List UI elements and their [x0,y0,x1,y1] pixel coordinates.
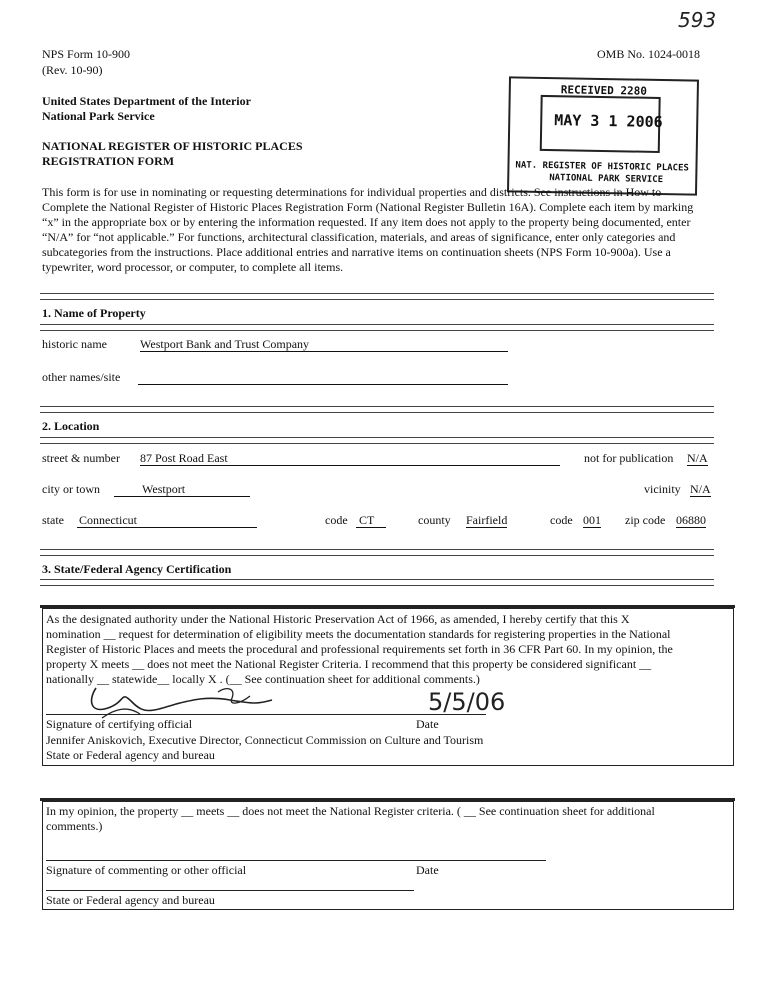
vicinity-value: N/A [690,482,711,496]
signature-line [46,860,546,861]
section2-heading: 2. Location [42,419,100,433]
form-subtitle: REGISTRATION FORM [42,154,175,168]
handwritten-date: 5/5/06 [428,688,506,716]
city-value: Westport [142,482,186,496]
omb-number: OMB No. 1024-0018 [597,47,701,61]
section-divider [40,579,714,586]
historic-name-field[interactable] [140,337,508,352]
section-divider [40,406,714,413]
official-name: Jennifer Aniskovich, Executive Director, Connecticut Commission on Culture and Tourism [46,733,484,747]
section-divider [40,324,714,331]
date-label: Date [416,717,439,731]
agency-line [46,890,414,891]
signature2-label: Signature of commenting or other official [46,863,247,877]
intro-text: This form is for use in nominating or requesting determinations for individual properties and districts. See instructions in How to Complete the National Register of Historic Places Registration Form (National Register Bulletin 16A). Complete each item by marking “x” in the appropriate box or by entering the information requested. If any item does not apply to the property being documented, enter “N/A” for “not applicable.” For functions, architectural classification, materials, and areas of significance, enter only categories and subcategories from the instructions. Place additional entries and narrative items on continuation sheets (NPS Form 10-900a). Use a typewriter, word processor, or computer, to complete all items. [42,185,694,274]
zip-label: zip code [625,513,666,527]
signature-label: Signature of certifying official [46,717,193,731]
form-title: NATIONAL REGISTER OF HISTORIC PLACES [42,139,303,153]
stamp-date: MAY 3 1 2006 [554,111,663,132]
agency2-label: State or Federal agency and bureau [46,893,215,907]
county-code-value: 001 [583,513,601,527]
nfp-field[interactable] [687,451,708,466]
other-names-field[interactable] [138,370,508,385]
form-number: NPS Form 10-900 [42,47,131,61]
nfp-value: N/A [687,451,708,465]
historic-name-value: Westport Bank and Trust Company [140,337,310,351]
received-stamp [507,76,699,195]
stamp-received: RECEIVED 2280 [560,83,647,98]
stamp-service: NATIONAL PARK SERVICE [549,173,664,186]
section-divider [40,437,714,444]
historic-name-label: historic name [42,337,107,351]
section-divider [40,293,714,300]
state-value: Connecticut [79,513,137,527]
street-field[interactable] [140,451,560,466]
county-code-field[interactable] [583,513,601,528]
state-label: state [42,513,64,527]
other-names-label: other names/site [42,370,121,384]
department-name: United States Department of the Interior [42,94,251,108]
state-code-field[interactable] [356,513,386,528]
section1-heading: 1. Name of Property [42,306,146,320]
agency-label: State or Federal agency and bureau [46,748,215,762]
street-label: street & number [42,451,120,465]
section-divider [40,549,714,556]
state-field[interactable] [77,513,257,528]
state-code-label: code [325,513,348,527]
stamp-register: NAT. REGISTER OF HISTORIC PLACES [515,160,689,174]
zip-value: 06880 [676,513,706,527]
county-label: county [418,513,451,527]
nfp-label: not for publication [584,451,674,465]
page-number: 593 [678,8,717,32]
stamp-date-box [540,95,661,153]
signature-line [46,714,486,715]
section3-heading: 3. State/Federal Agency Certification [42,562,232,576]
form-revision: (Rev. 10-90) [42,63,103,77]
county-value: Fairfield [466,513,508,527]
street-value: 87 Post Road East [140,451,228,465]
date2-label: Date [416,863,439,877]
zip-field[interactable] [676,513,706,528]
county-field[interactable] [466,513,507,528]
vicinity-label: vicinity [644,482,681,496]
signature-scribble [80,678,280,722]
city-label: city or town [42,482,100,496]
opinion-text-line: In my opinion, the property __ meets __ does not meet the National Register criteria. ( __ See continuation sheet for additional [46,804,655,818]
city-field[interactable] [114,482,250,497]
cert-text-line: Register of Historic Places and meets the procedural and professional requirements set forth in 36 CFR Part 60. In my opinion, the [46,642,673,656]
opinion-text-line: comments.) [46,819,103,833]
county-code-label: code [550,513,573,527]
cert-text-line: nomination __ request for determination of eligibility meets the documentation standards for registering properties in the National [46,627,671,641]
state-code-value: CT [359,513,375,527]
vicinity-field[interactable] [690,482,711,497]
cert-text-line: nationally __ statewide__ locally X . (__ See continuation sheet for additional comments.) [46,672,480,686]
cert-text-line: As the designated authority under the National Historic Preservation Act of 1966, as amended, I hereby certify that this X [46,612,630,626]
cert-text-line: property X meets __ does not meet the National Register Criteria. I recommend that this property be considered significant __ [46,657,652,671]
service-name: National Park Service [42,109,155,123]
